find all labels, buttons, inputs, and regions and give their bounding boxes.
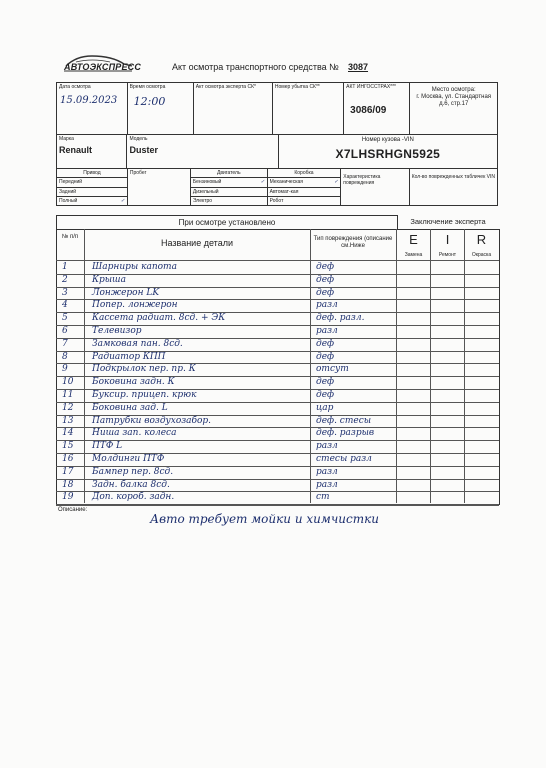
time-label: Время осмотра — [129, 84, 166, 90]
row-part-name: Боковина задн. К — [92, 377, 175, 388]
full-drive-checkmark: ✓ — [120, 197, 125, 204]
mileage-label: Пробег — [129, 170, 147, 176]
row-number: 9 — [62, 364, 68, 375]
row-part-name: Задн. балка 8сд. — [92, 479, 170, 490]
model-cell — [127, 135, 278, 169]
gearbox-manual: Механическая — [269, 179, 303, 186]
petrol-checkmark: ✓ — [260, 179, 265, 186]
note-label: Описание: — [58, 507, 88, 513]
row-damage-type: отсут — [316, 364, 349, 375]
drive-label-cell — [57, 169, 128, 178]
row-damage-type: деф — [316, 390, 335, 400]
row-part-name: Патрубки воздухозабор. — [92, 415, 212, 426]
col-e-header: E — [409, 232, 418, 247]
row-damage-type: разл — [316, 441, 338, 452]
row-number: 18 — [62, 479, 74, 490]
vin-plates-cell — [409, 169, 497, 206]
row-part-name: Крыша — [92, 274, 126, 285]
row-part-name: Молдинги ПТФ — [92, 454, 165, 464]
header-separator — [56, 260, 499, 261]
date-value: 15.09.2023 — [60, 95, 118, 106]
row-damage-type: деф. разрыв — [316, 428, 375, 439]
row-part-name: Доп. короб. задн. — [92, 492, 175, 503]
note-line — [56, 505, 499, 506]
loss-number-label: Номер убытка СК** — [274, 84, 320, 90]
engine-label: Двигатель — [216, 170, 241, 176]
vin-value: X7LHSRHGN5925 — [335, 147, 441, 161]
row-part-name: Лонжерон LK — [92, 287, 160, 298]
engine-petrol-cell — [190, 178, 267, 187]
make-cell — [57, 135, 127, 169]
row-number: 1 — [62, 262, 68, 272]
row-number: 4 — [62, 300, 68, 311]
col-type-header: Тип повреждения (описание см.Ниже — [313, 236, 393, 249]
expert-act-label: Акт осмотра эксперта СК* — [195, 84, 256, 90]
row-number: 3 — [62, 287, 68, 298]
row-damage-type: деф — [316, 274, 335, 285]
place-cell — [410, 83, 498, 135]
gearbox-auto-cell — [267, 187, 341, 196]
row-number: 5 — [62, 313, 68, 324]
place-value: г. Москва, ул. Стандартная д.6, стр.17 — [416, 94, 492, 107]
gearbox-label: Коробка — [294, 170, 314, 176]
row-number: 15 — [62, 441, 74, 452]
row-part-name: Боковина зад. L — [92, 402, 168, 413]
expert-title: Заключение эксперта — [410, 217, 486, 226]
damage-char-label: Характеристика повреждения — [343, 174, 381, 186]
grid-divider — [396, 229, 397, 503]
grid-divider — [430, 229, 431, 503]
ingos-act-label: АКТ ИНГОССТРАХ*** — [346, 84, 397, 90]
drive-full-cell — [57, 196, 128, 205]
row-number: 19 — [62, 492, 74, 503]
mileage-cell — [127, 169, 190, 206]
row-damage-type: деф. разл. — [316, 313, 365, 324]
row-part-name: Ниша зап. колеса — [92, 428, 177, 439]
gearbox-auto: Автомат-кая — [269, 188, 299, 195]
col-r-header: R — [476, 232, 487, 247]
model-value: Duster — [129, 145, 158, 155]
date-label: Дата осмотра — [59, 84, 91, 90]
row-damage-type: деф — [316, 377, 335, 388]
row-damage-type: деф. стесы — [316, 415, 372, 426]
row-damage-type: деф — [316, 262, 335, 272]
row-part-name: Радиатор КПП — [92, 351, 166, 362]
drive-rear-cell — [57, 187, 128, 196]
row-damage-type: деф — [316, 338, 335, 349]
row-damage-type: деф — [316, 287, 335, 298]
row-damage-type: разл — [316, 479, 338, 490]
findings-title: При осмотре установлено — [56, 215, 398, 230]
engine-petrol: Бензиновый — [192, 179, 222, 186]
row-damage-type: разл — [316, 300, 338, 311]
row-part-name: Шарниры капота — [92, 262, 177, 272]
row-number: 11 — [62, 390, 74, 400]
row-part-name: Кассета радиат. 8сд. + ЭК — [92, 313, 226, 324]
row-part-name: Подкрылок пер. пр. К — [92, 364, 196, 375]
engine-electric: Электро — [192, 197, 213, 204]
row-part-name: Попер. лонжерон — [92, 300, 178, 311]
col-r-sub: Окраска — [471, 252, 492, 258]
col-name-header: Название детали — [161, 238, 233, 248]
drive-label: Привод — [83, 170, 101, 176]
place-label: Место осмотра: — [431, 87, 476, 93]
col-e-sub: Замена — [404, 252, 423, 258]
row-separator — [56, 440, 499, 441]
row-number: 16 — [62, 454, 74, 464]
grid-divider — [310, 229, 311, 503]
row-number: 8 — [62, 351, 68, 362]
col-no-header: № п/п — [61, 234, 79, 240]
engine-electric-cell — [190, 196, 267, 205]
gearbox-robot: Робот — [269, 197, 284, 204]
row-number: 6 — [62, 326, 68, 336]
document-title: Акт осмотра транспортного средства № — [172, 62, 339, 72]
row-damage-type: деф — [316, 351, 335, 362]
drive-full: Полный — [59, 197, 78, 204]
row-number: 12 — [62, 402, 74, 413]
logo-text: АВТОЭКСПРЕСС — [64, 62, 142, 72]
time-cell — [127, 83, 193, 135]
engine-diesel-cell — [190, 187, 267, 196]
date-cell — [57, 83, 128, 135]
drive-front: Передний — [59, 179, 83, 186]
row-part-name: ПТФ L — [92, 441, 123, 452]
expert-act-cell — [193, 83, 272, 135]
manual-checkmark: ✓ — [334, 179, 339, 186]
damage-char-cell — [341, 169, 409, 206]
row-damage-type: разл — [316, 326, 338, 336]
ingos-act-value: 3086/09 — [350, 105, 387, 116]
col-i-sub: Ремонт — [438, 252, 457, 258]
row-damage-type: цар — [316, 402, 334, 413]
row-part-name: Бампер пер. 8сд. — [92, 466, 174, 477]
row-number: 13 — [62, 415, 74, 426]
act-number: 3087 — [348, 62, 369, 72]
engine-label-cell — [190, 169, 267, 178]
top-info-table — [56, 82, 498, 135]
drive-rear: Задний — [59, 188, 77, 195]
engine-diesel: Дизельный — [192, 188, 219, 195]
time-value: 12:00 — [133, 95, 166, 108]
loss-number-cell — [272, 83, 343, 135]
gearbox-label-cell — [267, 169, 341, 178]
grid-divider — [464, 229, 465, 503]
model-label: Модель — [129, 136, 148, 142]
ingos-act-cell — [344, 83, 410, 135]
gearbox-manual-cell — [267, 178, 341, 187]
row-part-name: Телевизор — [92, 326, 142, 336]
row-number: 10 — [62, 377, 74, 388]
drive-front-cell — [57, 178, 128, 187]
vin-plates-label: Кол-во поврежденных табличек VIN — [411, 174, 495, 180]
drive-table — [56, 168, 498, 206]
note-value: Авто требует мойки и химчистки — [150, 512, 380, 526]
vehicle-table — [56, 134, 498, 169]
gearbox-robot-cell — [267, 196, 341, 205]
row-number: 14 — [62, 428, 74, 439]
row-damage-type: ст — [316, 492, 330, 503]
make-label: Марка — [59, 136, 74, 142]
row-damage-type: стесы разл — [316, 454, 372, 464]
vin-label: Номер кузова -VIN — [361, 137, 414, 143]
row-part-name: Буксир. прицеп. крюк — [92, 390, 197, 400]
row-number: 17 — [62, 466, 74, 477]
row-number: 2 — [62, 274, 68, 285]
vin-cell — [278, 135, 497, 169]
row-damage-type: разл — [316, 466, 338, 477]
grid-divider — [84, 229, 85, 503]
make-value: Renault — [59, 145, 93, 155]
row-part-name: Замковая пан. 8сд. — [92, 338, 183, 349]
col-i-header: I — [445, 232, 450, 247]
row-number: 7 — [62, 338, 68, 349]
